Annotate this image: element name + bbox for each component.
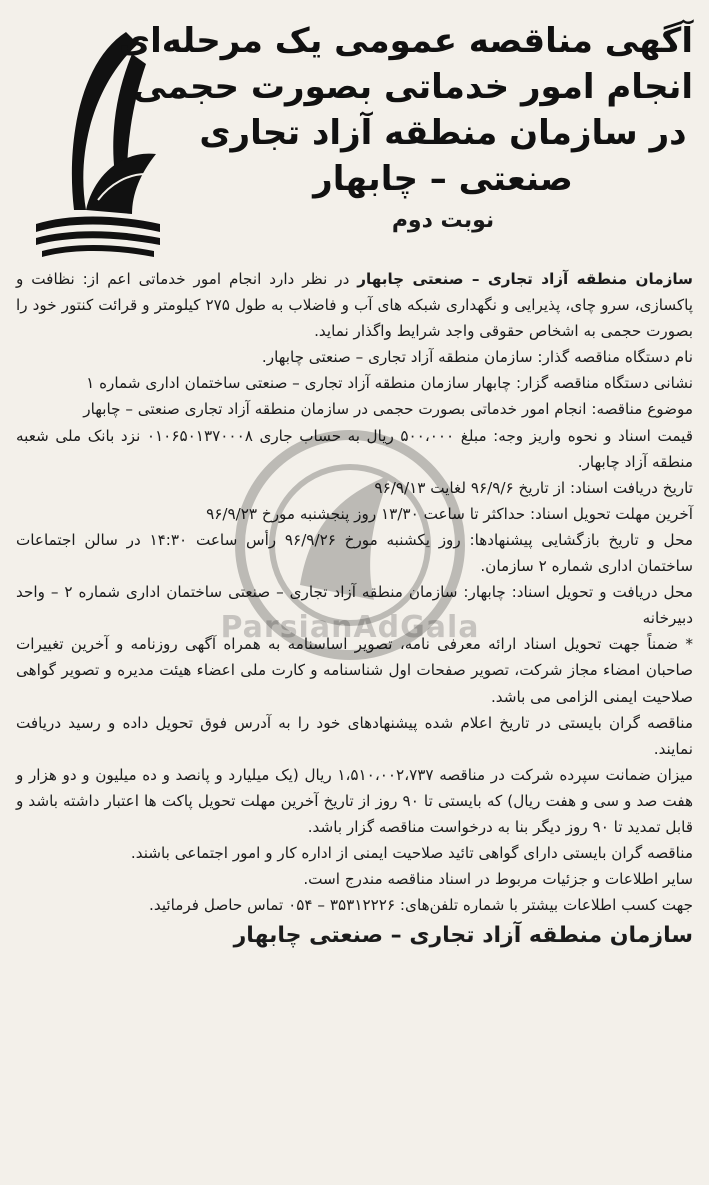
- tender-subject: موضوع مناقصه: انجام امور خدماتی بصورت حجمی در سازمان منطقه آزاد تجاری صنعتی – چابهار: [83, 400, 693, 419]
- organizer-name: نام دستگاه مناقصه گذار: سازمان منطقه آزاد تجاری – صنعتی چابهار.: [261, 348, 693, 367]
- intro-text: در نظر دارد انجام امور خدماتی اعم از: نظافت و پاکسازی، سرو چای، پذیرایی و نگهداری شبکه های آب و فاضلاب به طول ۲۷۵ کیلومتر و قرائت کنتور خود را بصورت حجمی به اشخاص حقوقی واجد شرایط واگذار نماید.: [16, 270, 694, 341]
- ad-header: [16, 14, 693, 266]
- opening-info: محل و تاریخ بازگشایی پیشنهادها: روز یکشنبه مورخ ۹۶/۹/۲۶ رأس ساعت ۱۴:۳۰ در سالن اجتماعات ساختمان اداری شماره ۲ سازمان.: [16, 530, 694, 576]
- title-block: [118, 18, 693, 236]
- other-info: سایر اطلاعات و جزئیات مربوط در اسناد مناقصه مندرج است.: [303, 870, 693, 889]
- round-label: نوبت دوم: [391, 208, 495, 233]
- title-line-4: صنعتی – چابهار: [313, 159, 573, 199]
- document-dates: تاریخ دریافت اسناد: از تاریخ ۹۶/۹/۶ لغایت ۹۶/۹/۱۳: [374, 478, 693, 497]
- contact-info: جهت کسب اطلاعات بیشتر با شماره تلفن‌های: ۳۵۳۱۲۲۲۶ – ۰۵۴ تماس حاصل فرمائید.: [149, 896, 693, 915]
- safety-certificate: مناقصه گران بایستی دارای گواهی تائید صلاحیت ایمنی از اداره کار و امور اجتماعی باشند.: [130, 844, 693, 863]
- delivery-location: محل دریافت و تحویل اسناد: چابهار: سازمان منطقه آزاد تجاری – صنعتی ساختمان اداری شماره ۲ – واحد دبیرخانه: [16, 583, 693, 628]
- intro-org: سازمان منطقه آزاد تجاری – صنعتی چابهار: [357, 270, 693, 288]
- title-line-1: آگهی مناقصه عمومی یک مرحله‌ای: [118, 21, 693, 61]
- submission-deadline: آخرین مهلت تحویل اسناد: حداکثر تا ساعت ۱۳/۳۰ روز پنجشنبه مورخ ۹۶/۹/۲۳: [206, 504, 693, 523]
- watermark-text: ParsianAdGala: [220, 610, 480, 645]
- required-documents: * ضمناً جهت تحویل اسناد ارائه معرفی نامه، تصویر اساسنامه به همراه آگهی روزنامه و آخرین تغییرات صاحبان امضاء مجاز شرکت، تصویر صفحات اول شناسنامه و کارت ملی اعضاء هیئت مدیره و تصویر گواهی صلاحیت ایمنی الزامی می باشد.: [16, 635, 693, 706]
- title-line-2: انجام امور خدماتی بصورت حجمی: [132, 67, 693, 107]
- organizer-address: نشانی دستگاه مناقصه گزار: چابهار سازمان منطقه آزاد تجاری – صنعتی ساختمان اداری شماره ۱: [86, 374, 693, 393]
- document-price: قیمت اسناد و نحوه واریز وجه: مبلغ ۵۰۰،۰۰۰ ریال به حساب جاری ۰۱۰۶۵۰۱۳۷۰۰۰۸ نزد بانک ملی شعبه منطقه آزاد چابهار.: [16, 426, 693, 471]
- guarantee-amount: میزان ضمانت سپرده شرکت در مناقصه ۱،۵۱۰،۰۰۲،۷۳۷ ریال (یک میلیارد و پانصد و ده میلیون و دو هزار و هفت صد و سی و هفت ریال) که بایستی تا ۹۰ روز از تاریخ آخرین مهلت تحویل پاکت ها اعتبار داشته باشد و قابل تمدید تا ۹۰ روز دیگر بنا به درخواست مناقصه گزار باشد.: [16, 765, 694, 836]
- intro-paragraph: [16, 266, 693, 344]
- title-line-3: در سازمان منطقه آزاد تجاری: [199, 113, 687, 153]
- submission-note: مناقصه گران بایستی در تاریخ اعلام شده پیشنهادهای خود را به آدرس فوق تحویل داده و رسید دریافت نمایند.: [16, 713, 693, 758]
- footer-org: سازمان منطقه آزاد تجاری – صنعتی چابهار: [233, 923, 693, 949]
